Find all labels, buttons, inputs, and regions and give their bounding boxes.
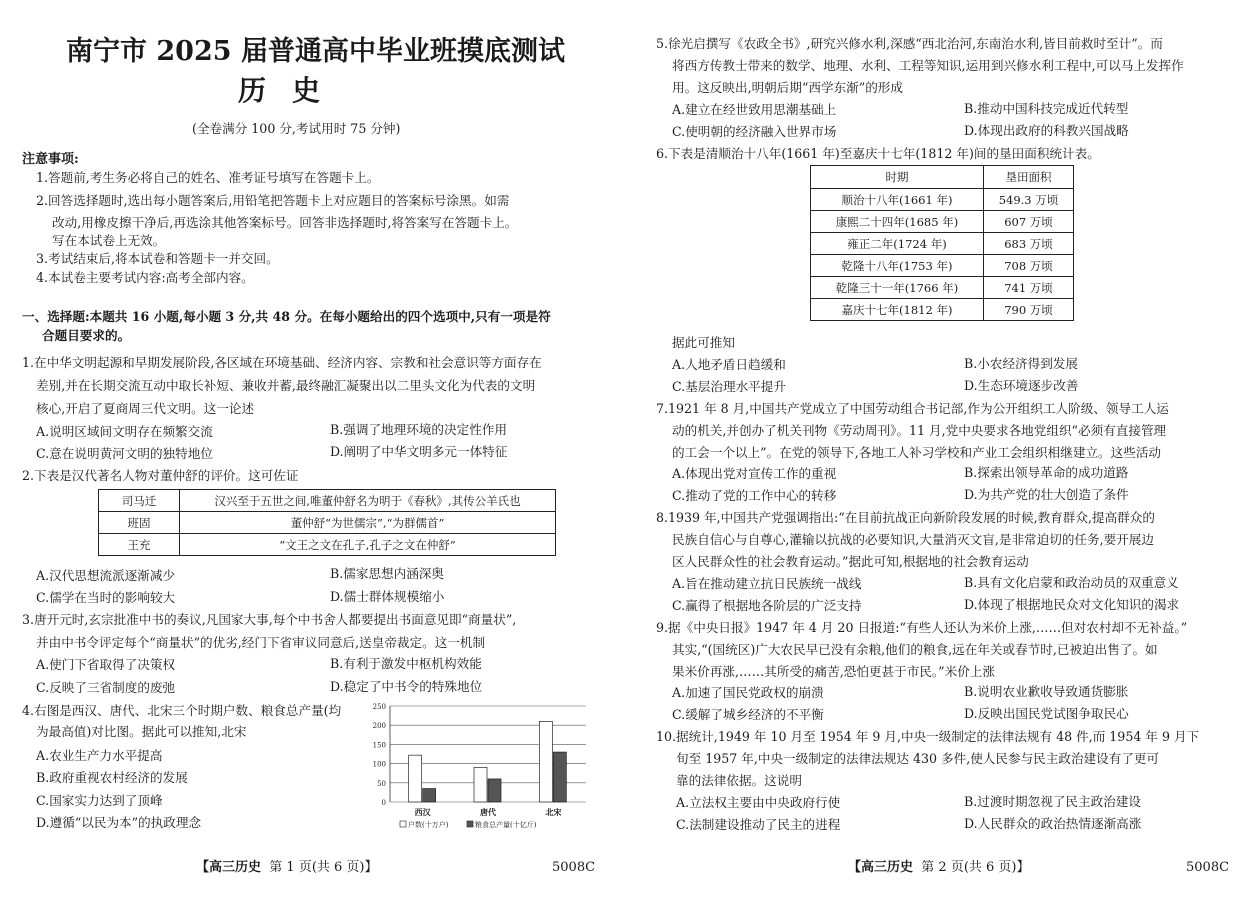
q2-option-a[interactable]: A.汉代思想流派逐渐减少	[36, 568, 176, 583]
q5-stem: 5.徐光启撰写《农政全书》,研究兴修水利,深感“西北治河,东南治水利,皆目前救时至计”。而	[656, 36, 1163, 51]
notice-item: 1.答题前,考生务必将自己的姓名、准考证号填写在答题卡上。	[36, 170, 380, 185]
chart-bar-grain	[423, 789, 436, 802]
table-cell: 741 万顷	[984, 277, 1074, 299]
notice-title: 注意事项:	[22, 152, 79, 167]
section-heading: 一、选择题:本题共 16 小题,每小题 3 分,共 48 分。在每小题给出的四个选项中,只有一项是符	[22, 309, 551, 324]
chart-bar-households	[409, 755, 422, 802]
q3-option-d[interactable]: D.稳定了中书令的特殊地位	[330, 679, 483, 694]
table-row	[811, 189, 1074, 211]
q9-stem: 其实,“(国统区)广大农民早已没有余粮,他们的粮食,远在年关或春节时,已被迫出售了。如	[672, 642, 1158, 657]
chart-y-tick-label: 250	[372, 703, 386, 711]
table-row	[811, 211, 1074, 233]
chart-legend-label: 户数(十万户)	[408, 821, 449, 829]
table-cell: 乾隆十八年(1753 年)	[811, 255, 984, 277]
notice-item: 2.回答选择题时,选出每小题答案后,用铅笔把答题卡上对应题目的答案标号涂黑。如需	[36, 193, 510, 208]
chart-x-tick-label: 北宋	[545, 807, 562, 817]
q7-option-b[interactable]: B.探索出领导革命的成功道路	[964, 465, 1129, 480]
footer-code: 5008C	[1186, 860, 1230, 875]
q7-option-d[interactable]: D.为共产党的壮大创造了条件	[964, 487, 1129, 502]
chart-bar-households	[539, 721, 552, 802]
table-header-row	[811, 166, 1074, 189]
q2-option-d[interactable]: D.儒士群体规模缩小	[330, 589, 445, 604]
q1-stem: 1.在中华文明起源和早期发展阶段,各区域在环境基础、经济内容、宗教和社会意识等方面存在	[22, 355, 542, 370]
table-cell: 607 万顷	[984, 211, 1074, 233]
q8-stem: 8.1939 年,中国共产党强调指出:“在目前抗战正向新阶段发展的时候,教育群众,提高群众的	[656, 510, 1155, 525]
q6-stem: 6.下表是清顺治十八年(1661 年)至嘉庆十七年(1812 年)间的垦田面积统计表。	[656, 146, 1100, 161]
table-cell: 顺治十八年(1661 年)	[811, 189, 984, 211]
table-cell: 683 万顷	[984, 233, 1074, 255]
table-cell: 王充	[99, 534, 180, 556]
table-cell: 790 万顷	[984, 299, 1074, 321]
table-row	[99, 490, 556, 512]
q10-option-b[interactable]: B.过渡时期忽视了民主政治建设	[964, 794, 1141, 809]
q6-option-b[interactable]: B.小农经济得到发展	[964, 356, 1079, 371]
notice-item: 写在本试卷上无效。	[52, 233, 166, 248]
chart-legend-label: 粮食总产量(十亿斤)	[475, 821, 537, 829]
q7-stem: 7.1921 年 8 月,中国共产党成立了中国劳动组合书记部,作为公开组织工人阶级、领导工人运	[656, 401, 1169, 416]
table-cell: 康熙二十四年(1685 年)	[811, 211, 984, 233]
q1-option-a[interactable]: A.说明区域间文明存在频繁交流	[36, 424, 213, 439]
q4-option-d[interactable]: D.遵循“以民为本”的执政理念	[36, 815, 202, 830]
q6-lead: 据此可推知	[672, 335, 735, 350]
q4-option-c[interactable]: C.国家实力达到了顶峰	[36, 793, 163, 808]
exam-title: 南宁市 2025 届普通高中毕业班摸底测试	[66, 36, 565, 67]
q7-option-c[interactable]: C.推动了党的工作中心的转移	[672, 488, 837, 503]
q3-option-b[interactable]: B.有利于激发中枢机构效能	[330, 656, 482, 671]
q9-option-a[interactable]: A.加速了国民党政权的崩溃	[672, 685, 824, 700]
q8-option-d[interactable]: D.体现了根据地民众对文化知识的渴求	[964, 597, 1180, 612]
chart-y-tick-label: 100	[372, 760, 386, 769]
q8-stem: 民族自信心与自尊心,灌输以抗战的必要知识,大量消灭文盲,是非常迫切的任务,要开展边	[672, 532, 1154, 547]
q2-table	[98, 489, 556, 556]
q10-option-c[interactable]: C.法制建设推动了民主的进程	[676, 817, 841, 832]
table-row	[811, 255, 1074, 277]
q3-option-a[interactable]: A.使门下省取得了决策权	[36, 657, 176, 672]
q8-option-b[interactable]: B.具有文化启蒙和政治动员的双重意义	[964, 575, 1179, 590]
table-cell: 司马迁	[99, 490, 180, 512]
chart-bar-grain	[553, 752, 566, 802]
table-cell: 汉兴至于五世之间,唯董仲舒名为明于《春秋》,其传公羊氏也	[180, 490, 556, 512]
q6-option-a[interactable]: A.人地矛盾日趋缓和	[672, 357, 786, 372]
table-header: 时期	[811, 166, 984, 189]
table-row	[99, 512, 556, 534]
chart-y-tick-label: 200	[372, 722, 386, 731]
q7-option-a[interactable]: A.体现出党对宣传工作的重视	[672, 466, 837, 481]
chart-y-tick-label: 50	[377, 779, 386, 788]
q9-option-b[interactable]: B.说明农业歉收导致通货膨胀	[964, 684, 1129, 699]
q10-stem: 10.据统计,1949 年 10 月至 1954 年 9 月,中央一级制定的法律法规有 48 件,而 1954 年 9 月下	[656, 729, 1200, 744]
q9-option-c[interactable]: C.缓解了城乡经济的不平衡	[672, 707, 824, 722]
notice-item: 改动,用橡皮擦干净后,再选涂其他答案标号。回答非选择题时,将答案写在答题卡上。	[52, 215, 518, 230]
footer-label	[848, 860, 1030, 876]
q9-stem: 9.据《中央日报》1947 年 4 月 20 日报道:“有些人还认为米价上涨,……但对农村却不无补益。”	[656, 620, 1188, 635]
q3-stem: 3.唐开元时,玄宗批准中书的奏议,凡国家大事,每个中书舍人都要提出书面意见即“商量状”,	[22, 612, 517, 627]
chart-bar-households	[474, 767, 487, 802]
q1-option-b[interactable]: B.强调了地理环境的决定性作用	[330, 422, 507, 437]
q8-option-a[interactable]: A.旨在推动建立抗日民族统一战线	[672, 576, 862, 591]
q4-option-b[interactable]: B.政府重视农村经济的发展	[36, 770, 188, 785]
table-cell: 董仲舒“为世儒宗”,“为群儒首”	[180, 512, 556, 534]
q4-stem: 为最高值)对比图。据此可以推知,北宋	[36, 724, 247, 739]
q1-stem: 差别,并在长期交流互动中取长补短、兼收并蓄,最终融汇凝聚出以二里头文化为代表的文明	[36, 378, 536, 393]
chart-x-tick-label: 唐代	[480, 807, 496, 817]
q7-stem: 的工会一个以上”。在党的领导下,各地工人补习学校和产业工会组织相继建立。这些活动	[672, 445, 1162, 460]
q1-option-d[interactable]: D.阐明了中华文明多元一体特征	[330, 444, 508, 459]
footer-code: 5008C	[552, 860, 596, 875]
table-row	[811, 299, 1074, 321]
chart-legend-swatch	[467, 821, 473, 827]
footer-page: 第 1 页(共 6 页)】	[269, 860, 378, 875]
q4-stem: 4.右图是西汉、唐代、北宋三个时期户数、粮食总产量(均	[22, 703, 342, 718]
chart-legend-swatch	[400, 821, 406, 827]
q9-option-d[interactable]: D.反映出国民党试图争取民心	[964, 706, 1129, 721]
q10-stem: 靠的法律依据。这说明	[676, 773, 802, 788]
chart-bar-grain	[488, 779, 501, 802]
table-row	[811, 233, 1074, 255]
q1-option-c[interactable]: C.意在说明黄河文明的独特地位	[36, 446, 213, 461]
table-row	[99, 534, 556, 556]
footer-subject: 【高三历史	[196, 860, 262, 875]
table-header: 垦田面积	[984, 166, 1074, 189]
q3-stem: 并由中书令评定每个“商量状”的优劣,经门下省审议同意后,送皇帝裁定。这一机制	[36, 635, 486, 650]
table-cell: 708 万顷	[984, 255, 1074, 277]
q5-option-c[interactable]: C.使明朝的经济融入世界市场	[672, 124, 837, 139]
table-row	[811, 277, 1074, 299]
section-heading: 合题目要求的。	[42, 328, 131, 343]
q5-option-d[interactable]: D.体现出政府的科教兴国战略	[964, 123, 1129, 138]
table-cell: 嘉庆十七年(1812 年)	[811, 299, 984, 321]
footer-subject: 【高三历史	[848, 860, 914, 875]
q5-option-a[interactable]: A.建立在经世致用思潮基础上	[672, 102, 837, 117]
q10-option-a[interactable]: A.立法权主要由中央政府行使	[676, 795, 841, 810]
q5-stem: 将西方传教士带来的数学、地理、水利、工程等知识,运用到兴修水利工程中,可以马上发挥作	[672, 58, 1184, 73]
q2-option-c[interactable]: C.儒学在当时的影响较大	[36, 590, 176, 605]
q9-stem: 果米价再涨,……其所受的痛苦,恐怕更甚于市民。”米价上涨	[672, 664, 995, 679]
chart-y-tick-label: 150	[372, 741, 386, 750]
q5-stem: 用。这反映出,明朝后期“西学东渐”的形成	[672, 80, 903, 95]
q6-option-c[interactable]: C.基层治理水平提升	[672, 379, 786, 394]
footer-label	[196, 860, 378, 876]
q2-option-b[interactable]: B.儒家思想内涵深奥	[330, 566, 445, 581]
q8-option-c[interactable]: C.赢得了根据地各阶层的广泛支持	[672, 598, 862, 613]
chart-y-tick-label: 0	[381, 799, 386, 807]
subject-title: 历史	[238, 74, 347, 107]
q1-stem: 核心,开启了夏商周三代文明。这一论述	[36, 401, 255, 416]
q6-option-d[interactable]: D.生态环境逐步改善	[964, 378, 1079, 393]
q3-option-c[interactable]: C.反映了三省制度的废弛	[36, 680, 176, 695]
q7-stem: 动的机关,并创办了机关刊物《劳动周刊》。11 月,党中央要求各地党组织“必须有直接管理	[672, 423, 1167, 438]
q6-table	[810, 165, 1074, 321]
score-note: (全卷满分 100 分,考试用时 75 分钟)	[192, 121, 401, 136]
exam-page-1	[0, 0, 620, 900]
notice-item: 4.本试卷主要考试内容:高考全部内容。	[36, 270, 254, 285]
table-cell: 雍正二年(1724 年)	[811, 233, 984, 255]
q2-stem: 2.下表是汉代著名人物对董仲舒的评价。这可佐证	[22, 468, 299, 483]
q8-stem: 区人民群众性的社会教育运动。”据此可知,根据地的社会教育运动	[672, 554, 1029, 569]
table-cell: “文王之文在孔子,孔子之文在仲舒”	[180, 534, 556, 556]
q5-option-b[interactable]: B.推动中国科技完成近代转型	[964, 101, 1129, 116]
table-cell: 乾隆三十一年(1766 年)	[811, 277, 984, 299]
table-cell: 班固	[99, 512, 180, 534]
table-cell: 549.3 万顷	[984, 189, 1074, 211]
q10-stem: 旬至 1957 年,中央一级制定的法律法规达 430 多件,使人民参与民主政治建设有了更可	[676, 751, 1160, 766]
q4-option-a[interactable]: A.农业生产力水平提高	[36, 748, 163, 763]
notice-item: 3.考试结束后,将本试卷和答题卡一并交回。	[36, 251, 279, 266]
q10-option-d[interactable]: D.人民群众的政治热情逐渐高涨	[964, 816, 1142, 831]
footer-page: 第 2 页(共 6 页)】	[921, 860, 1030, 875]
q4-bar-chart	[360, 698, 596, 830]
exam-page-2	[630, 0, 1248, 900]
chart-x-tick-label: 西汉	[414, 807, 431, 817]
